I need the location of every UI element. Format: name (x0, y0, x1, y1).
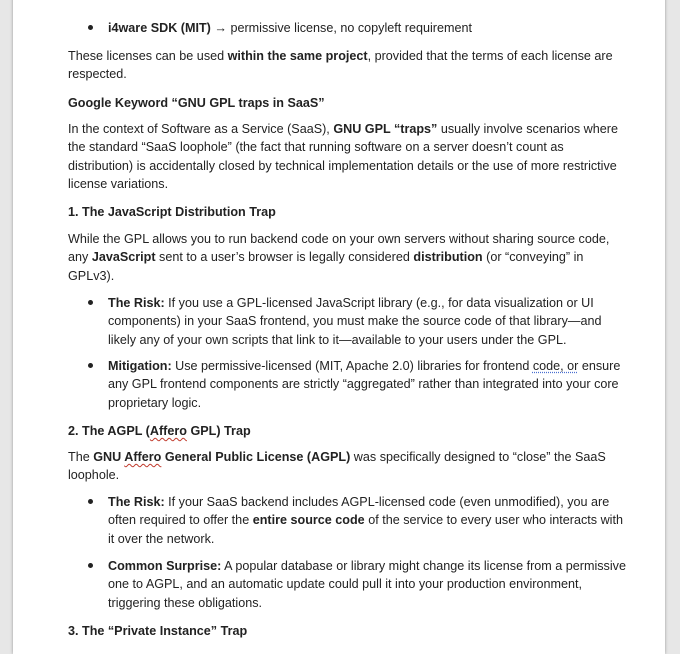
heading-js-trap: 1. The JavaScript Distribution Trap (68, 205, 276, 219)
paragraph-agpl: The GNU Affero General Public License (AGPL) was specifically designed to “close” the SaaS loophole. (68, 450, 606, 483)
list-item-agpl-surprise: Common Surprise: A popular database or library might change its license from a permissive one to AGPL, and an automatic update could pull it into your production environment, triggering these obligations. (108, 557, 628, 612)
paragraph-js: While the GPL allows you to run backend code on your own servers without sharing source code, any JavaScript sent to a user’s browser is legally considered distribution (or “conveying” in GPLv3). (68, 232, 610, 283)
grammar-hint-underline[interactable]: code, or (532, 359, 579, 373)
paragraph-licenses: These licenses can be used within the same project, provided that the terms of each license are respected. (68, 49, 613, 82)
list-item-i4ware: i4ware SDK (MIT) → permissive license, no copyleft requirement (108, 19, 628, 37)
bullet-icon (88, 499, 93, 504)
list-item-agpl-risk: The Risk: If your SaaS backend includes AGPL-licensed code (even unmodified), you are often required to offer the entire source code of the service to every user who interacts with it over the network. (108, 493, 628, 548)
bullet-icon (88, 300, 93, 305)
paragraph-context: In the context of Software as a Service (SaaS), GNU GPL “traps” usually involve scenarios where the standard “SaaS loophole” (the fact that running software on a server doesn’t count as distribution) is accidentally closed by technical implementation details or the use of more restrictive license variations. (68, 122, 618, 192)
list-item-js-mitigation: Mitigation: Use permissive-licensed (MIT, Apache 2.0) libraries for frontend code, or ensure any GPL frontend components are strictly “aggregated” rather than integrated into your core proprietary logic. (108, 357, 628, 412)
document-page (13, 0, 665, 654)
heading-google-keyword: Google Keyword “GNU GPL traps in SaaS” (68, 96, 325, 110)
bullet-icon (88, 563, 93, 568)
heading-private-instance: 3. The “Private Instance” Trap (68, 624, 248, 638)
list-item-js-risk: The Risk: If you use a GPL-licensed JavaScript library (e.g., for data visualization or UI components) in your SaaS frontend, you must make the source code of that library—and likely any of your own scripts that link to it—available to your users under the GPL. (108, 294, 628, 349)
heading-agpl-trap: 2. The AGPL (Affero GPL) Trap (68, 424, 251, 438)
spellcheck-underline[interactable]: Affero (149, 424, 187, 438)
bullet-icon (88, 25, 93, 30)
bullet-icon (88, 363, 93, 368)
spellcheck-underline[interactable]: Affero (124, 450, 162, 464)
